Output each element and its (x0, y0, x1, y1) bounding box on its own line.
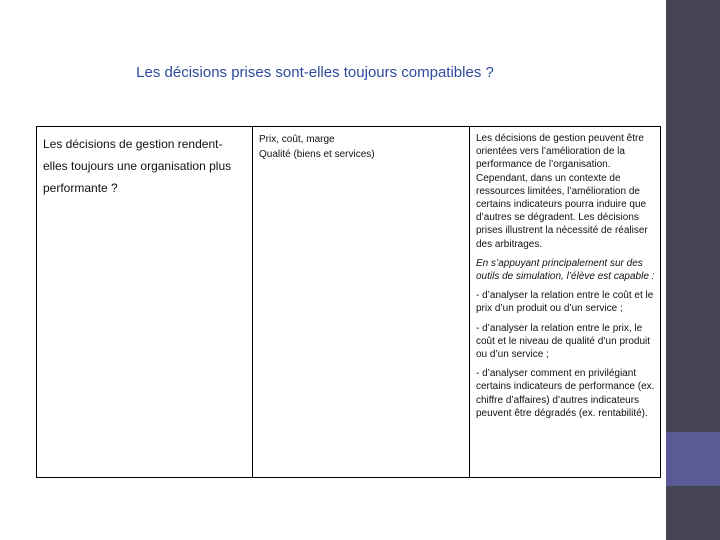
content-list-item: - d’analyser la relation entre le prix, le coût et le niveau de qualité d’un produit ou d’un service ; (476, 322, 651, 361)
notion-line: Prix, coût, marge (259, 134, 335, 145)
page-title: Les décisions prises sont-elles toujours compatibles ? (136, 64, 494, 81)
content-table (36, 126, 661, 478)
sidebar-accent-block (666, 432, 720, 486)
content-intro: En s’appuyant principalement sur des outils de simulation, l’élève est capable : (476, 257, 655, 283)
notions-cell (253, 127, 470, 477)
question-cell: Les décisions de gestion rendent-elles toujours une organisation plus performante ? (37, 127, 253, 477)
content-paragraph: Les décisions de gestion peuvent être orientées vers l’amélioration de la performance de l’organisation. Cependant, dans un contexte de ressources limitées, l’amélioration de certains indicateurs pourra induire que d’autres se dégradent. Les décisions prises illustrent la nécessité de réaliser des arbitrages. (476, 133, 648, 250)
content-list-item: - d’analyser comment en privilégiant certains indicateurs de performance (ex. chiffre d’affaires) d’autres indicateurs peuvent être dégradés (ex. rentabilité). (476, 368, 655, 419)
content-list-item: - d’analyser la relation entre le coût et le prix d’un produit ou d’un service ; (476, 290, 654, 315)
content-cell (470, 127, 660, 477)
notion-line: Qualité (biens et services) (259, 149, 375, 160)
